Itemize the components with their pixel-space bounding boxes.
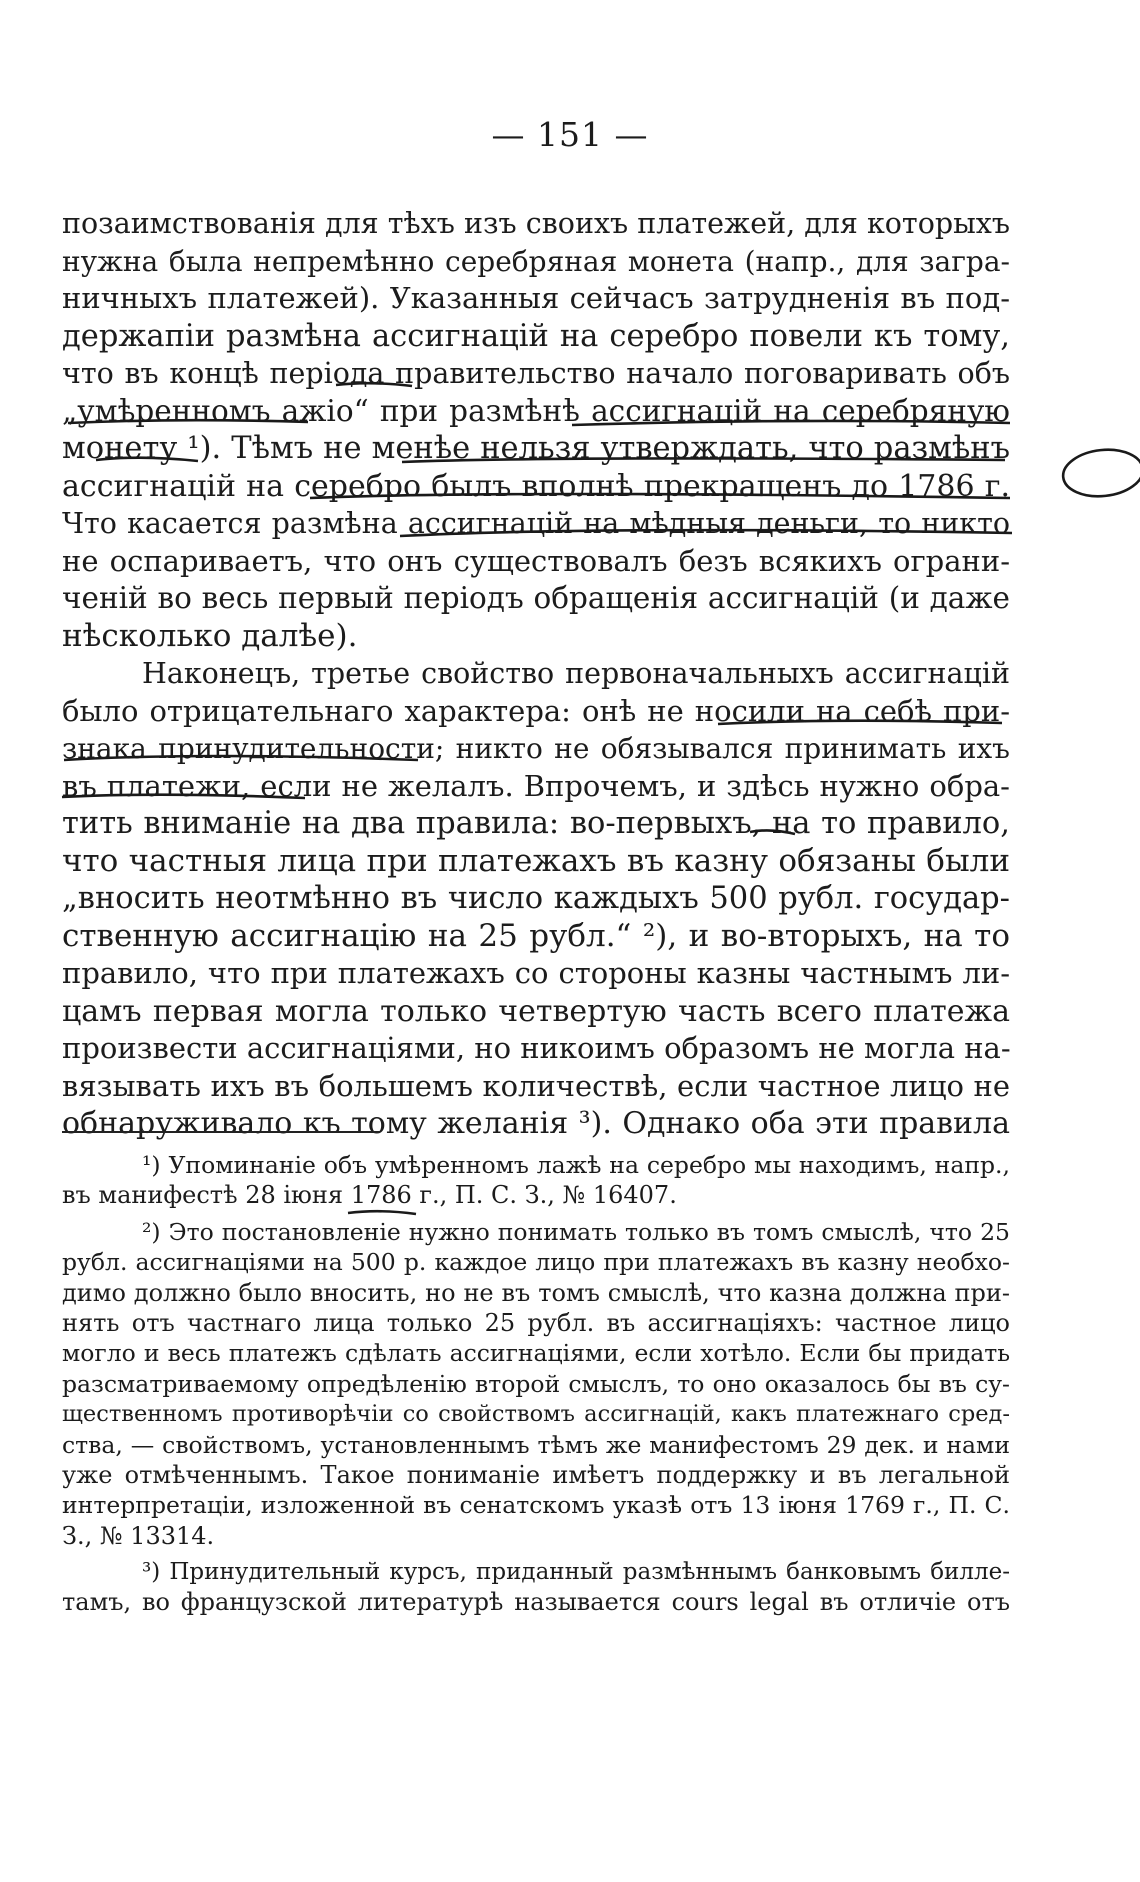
footnote-line: разсматриваемому опредѣленію второй смыслъ, то оно оказалось бы въ су- [62, 1369, 1010, 1398]
text-line: обнаруживало къ тому желанія ³). Однако оба эти правила [62, 1106, 1010, 1141]
underline-mark [750, 830, 795, 834]
text-line: произвести ассигнаціями, но никоимъ образомъ не могла на- [62, 1031, 1011, 1065]
text-line: тить вниманіе на два правила: во-первыхъ, на то правило, [62, 806, 1010, 841]
footnote-line: могло и весь платежъ сдѣлать ассигнаціями, если хотѣло. Если бы придать [62, 1339, 1010, 1368]
footnotes [62, 1150, 1010, 1618]
text-line: позаимствованія для тѣхъ изъ своихъ платежей, для которыхъ [62, 207, 1010, 240]
footnote-divider [62, 1131, 380, 1133]
text-line: ственную ассигнацію на 25 рубл.“ ²), и во-вторыхъ, на то [62, 917, 1010, 954]
text-line: цамъ первая могла только четвертую часть всего платежа [62, 993, 1010, 1029]
text-line: что въ концѣ періода правительство начало поговаривать объ [62, 357, 1010, 390]
underline-mark [336, 383, 412, 386]
text-line: было отрицательнаго характера: онѣ не носили на себѣ при- [62, 693, 1010, 728]
margin-circle [1061, 446, 1140, 500]
footnote-line: интерпретаціи, изложенной въ сенатскомъ указѣ отъ 13 іюня 1769 г., П. С. [62, 1491, 1010, 1520]
underline-mark [400, 530, 1012, 536]
page-number: — 151 — [491, 115, 649, 154]
text-line: что частныя лица при платежахъ въ казну обязаны были [62, 842, 1010, 879]
text-line: Наконецъ, третье свойство первоначальныхъ ассигнацій [142, 657, 1010, 690]
footnote-line: ³) Принудительный курсъ, приданный размѣннымъ банковымъ билле- [142, 1559, 1010, 1586]
underline-mark [64, 756, 418, 760]
text-line: Что касается размѣна ассигнацій на мѣдныя деньги, то никто [62, 507, 1010, 540]
footnote-line: ства, — свойствомъ, установленнымъ тѣмъ же манифестомъ 29 дек. и нами [62, 1430, 1010, 1459]
text-line: держапіи размѣна ассигнацій на серебро повели къ тому, [62, 318, 1010, 354]
text-line: не оспариваетъ, что онъ существовалъ безъ всякихъ ограни- [62, 543, 1010, 578]
underline-mark [68, 420, 308, 423]
text-line: правило, что при платежахъ со стороны казны частнымъ ли- [62, 956, 1010, 990]
footnote-line: ²) Это постановленіе нужно понимать только въ томъ смыслѣ, что 25 [142, 1217, 1010, 1246]
text-line: „умѣренномъ ажіо“ при размѣнѣ ассигнацій на серебряную [62, 393, 1010, 428]
underline-mark [310, 494, 1010, 498]
text-line: знака принудительности; никто не обязывался принимать ихъ [62, 732, 1010, 765]
text-line: ничныхъ платежей). Указанныя сейчасъ затрудненія въ под- [62, 281, 1010, 315]
underline-mark [402, 458, 1005, 462]
text-line: ассигнацій на серебро былъ вполнѣ прекращенъ до 1786 г. [62, 468, 1010, 504]
footnote-line: въ манифестѣ 28 іюня 1786 г., П. С. З., № 16407. [62, 1181, 677, 1210]
underline-mark [572, 421, 1010, 425]
footnote-line: димо должно было вносить, но не въ томъ смыслѣ, что казна должна при- [62, 1278, 1010, 1307]
footnote-line: тамъ, во французской литературѣ называется cours legal въ отличіе отъ [62, 1588, 1010, 1617]
text-line: вязывать ихъ въ большемъ количествѣ, если частное лицо не [62, 1068, 1010, 1103]
underline-mark [62, 795, 305, 798]
footnote-line: уже отмѣченнымъ. Такое пониманіе имѣетъ поддержку и въ легальной [62, 1460, 1010, 1489]
text-line: „вносить неотмѣнно въ число каждыхъ 500 рубл. государ- [62, 881, 1010, 916]
text-line: въ платежи, если не желалъ. Впрочемъ, и здѣсь нужно обра- [62, 768, 1010, 803]
footnote-line: рубл. ассигнаціями на 500 р. каждое лицо при платежахъ въ казну необхо- [62, 1248, 1010, 1277]
footnote-line: ¹) Упоминаніе объ умѣренномъ лажѣ на серебро мы находимъ, напр., [142, 1151, 1010, 1179]
underline-mark [718, 721, 1002, 724]
text-line: нужна была непремѣнно серебряная монета (напр., для загра- [62, 244, 1010, 278]
footnote-line: З., № 13314. [62, 1521, 215, 1550]
footnote-line: нять отъ частнаго лица только 25 рубл. въ ассигнаціяхъ: частное лицо [62, 1308, 1010, 1337]
text-line: нѣсколько далѣе). [62, 617, 358, 654]
underline-mark [96, 458, 198, 461]
footnote-line: щественномъ противорѣчіи со свойствомъ ассигнацій, какъ платежнаго сред- [62, 1401, 1010, 1428]
text-line: ченій во весь первый періодъ обращенія ассигнацій (и даже [62, 581, 1010, 615]
text-line: монету ¹). Тѣмъ не менѣе нельзя утверждать, что размѣнъ [62, 431, 1010, 466]
